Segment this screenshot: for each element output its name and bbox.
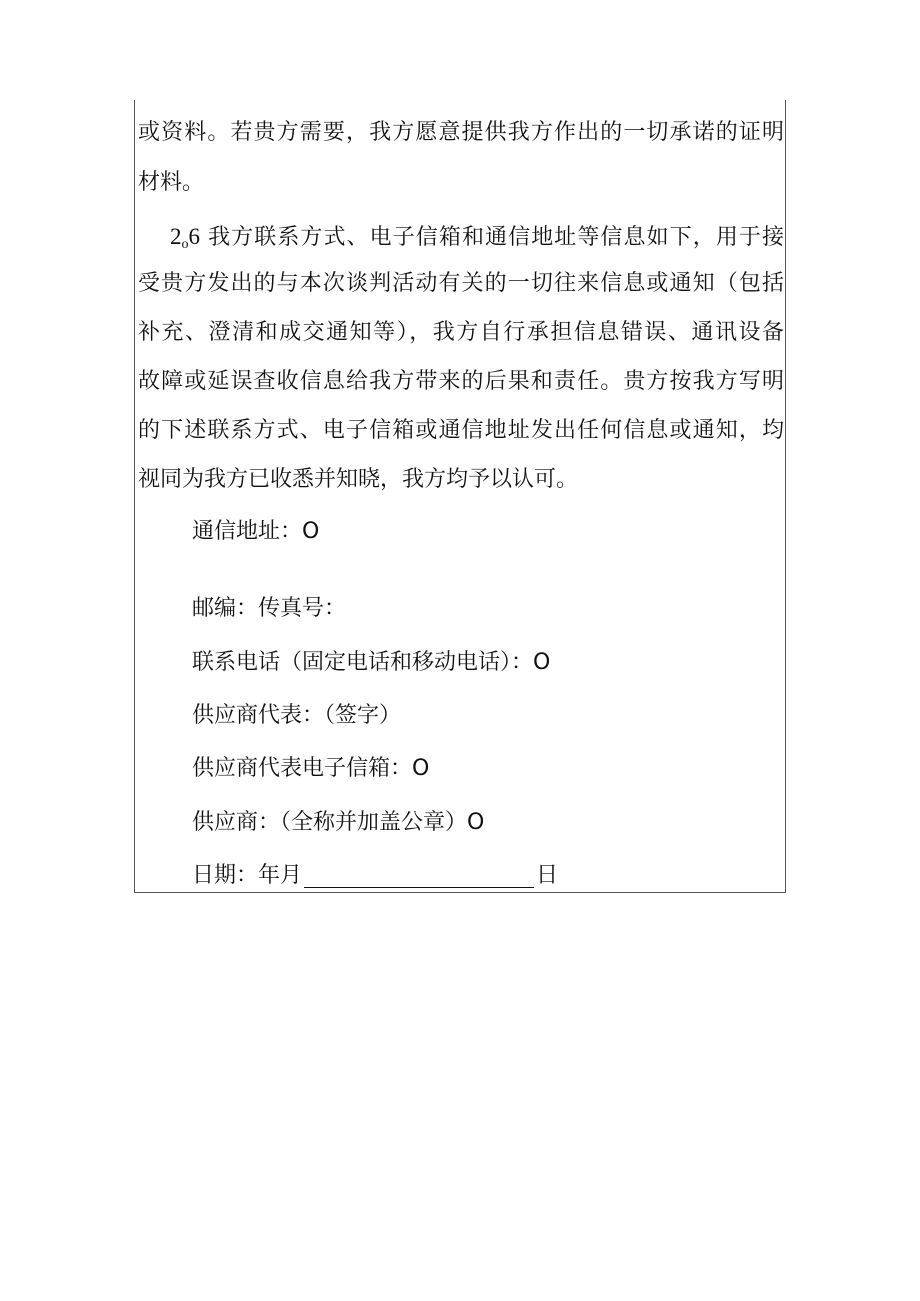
item-2-6-first-line [170,222,784,260]
paragraph-line: 补充、澄清和成交通知等），我方自行承担信息错误、通讯设备 [138,320,784,345]
field-supplier: 供应商：（全称并加盖公章）O [192,810,485,835]
field-address: 通信地址：O [192,519,320,544]
date-blank-line [304,863,534,888]
field-phone: 联系电话（固定电话和移动电话）：O [192,650,551,675]
item-number-main: 2 [170,224,182,249]
field-supplier-representative: 供应商代表：（签字） [192,703,402,728]
paragraph-line: 受贵方发出的与本次谈判活动有关的一切往来信息或通知（包括 [138,271,784,296]
paragraph-line: 或资料。若贵方需要，我方愿意提供我方作出的一切承诺的证明 [138,120,784,145]
date-prefix: 日期：年月 [192,863,303,888]
field-postcode-fax: 邮编：传真号： [192,596,347,621]
item-2-6-first-line-text: 我方联系方式、电子信箱和通信地址等信息如下，用于接 [200,225,784,250]
paragraph-line: 材料。 [138,170,205,195]
paragraph-line: 故障或延误查收信息给我方带来的后果和责任。贵方按我方写明 [138,369,784,394]
field-date [192,861,782,891]
field-representative-email: 供应商代表电子信箱：O [192,756,430,781]
date-suffix: 日 [536,863,559,888]
paragraph-line: 视同为我方已收悉并知晓，我方均予以认可。 [138,467,579,492]
paragraph-line: 的下述联系方式、电子信箱或通信地址发出任何信息或通知，均 [138,418,784,443]
item-number-tail: 6 [188,224,200,249]
item-number-sub: o [181,237,189,252]
